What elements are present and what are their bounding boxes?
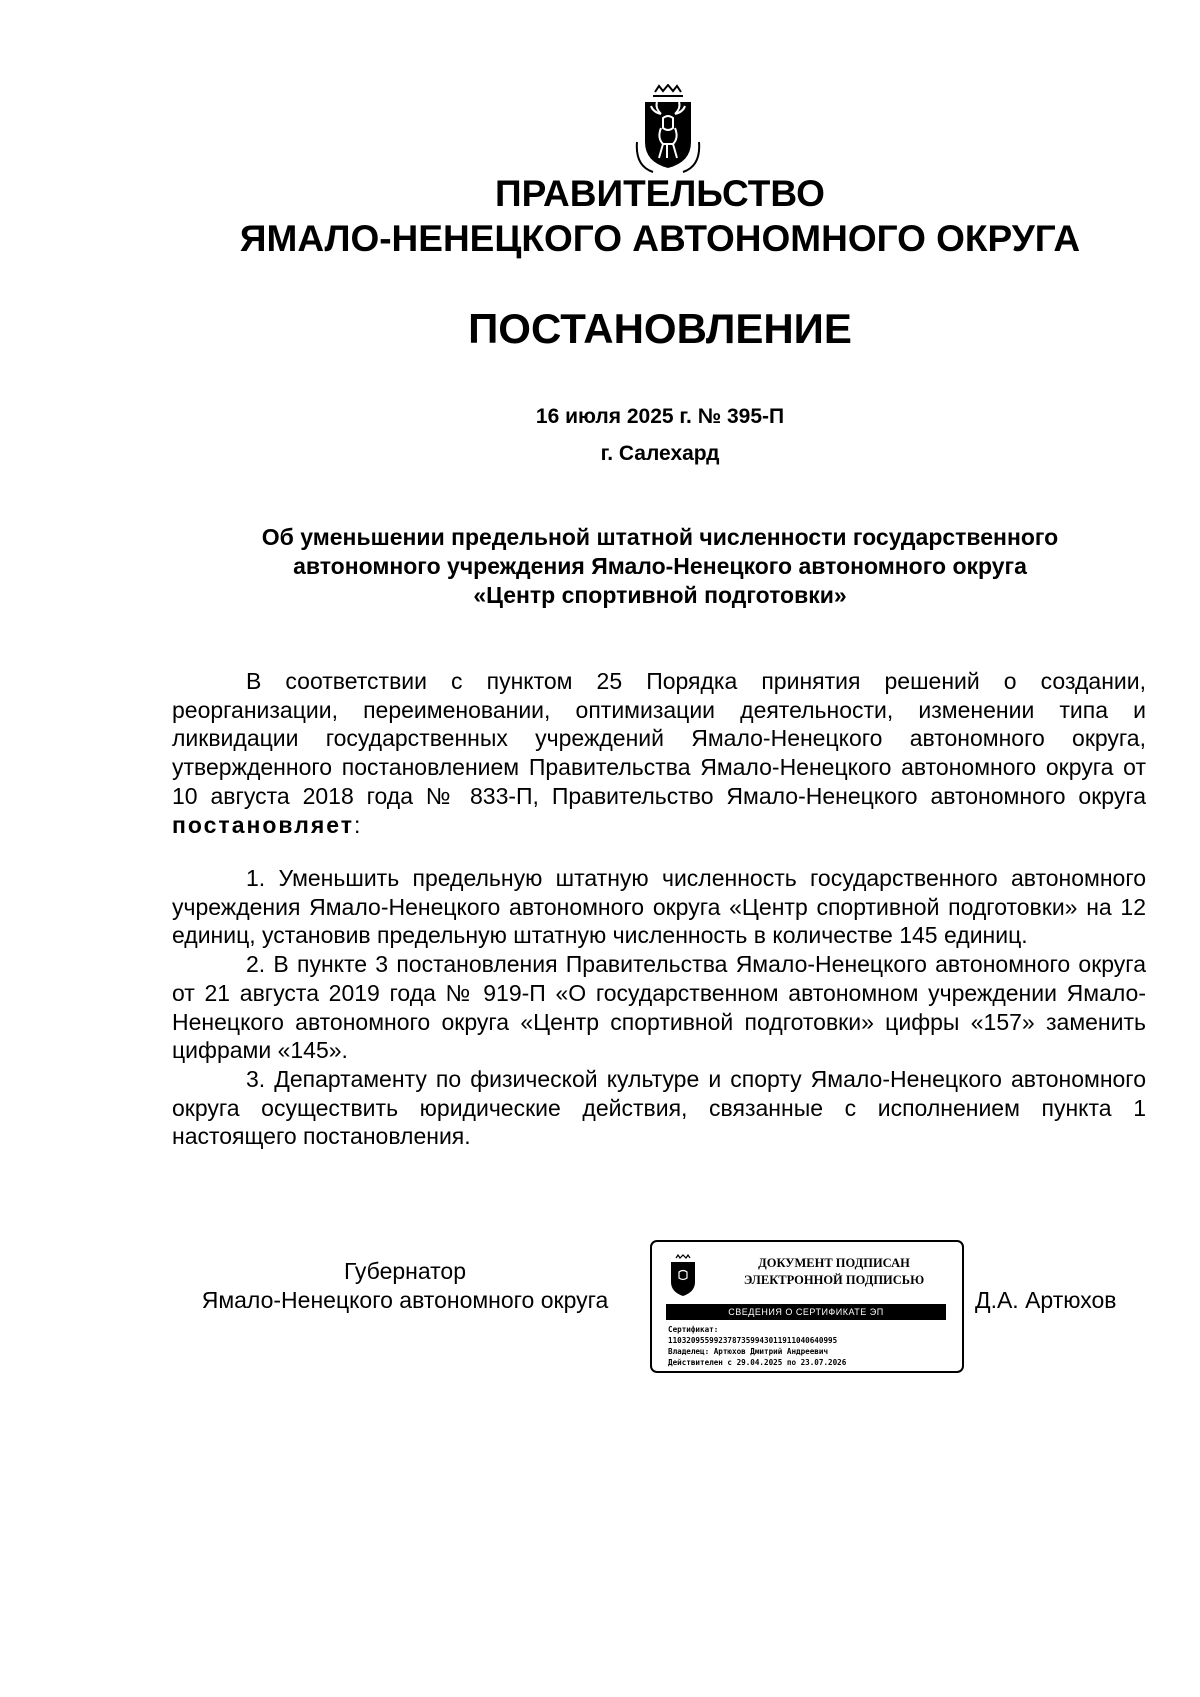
government-title-line2: ЯМАЛО-НЕНЕЦКОГО АВТОНОМНОГО ОКРУГА (239, 218, 1081, 259)
document-subject (170, 523, 1150, 610)
certificate-label: Сертификат: (668, 1325, 719, 1334)
stamp-certificate-info (668, 1324, 846, 1368)
city: г. Салехард (600, 442, 720, 465)
certificate-validity: Действителен с 29.04.2025 по 23.07.2026 (668, 1358, 847, 1367)
coat-of-arms-icon (633, 84, 703, 176)
date-number: 16 июля 2025 г. № 395-П (535, 405, 785, 428)
signatory-title-line: Губернатор (343, 1258, 467, 1284)
subject-line: «Центр спортивной подготовки» (473, 582, 847, 608)
certificate-number: 1103209559923787359943011911040640995 (668, 1336, 838, 1345)
government-title-line1: ПРАВИТЕЛЬСТВО (495, 173, 825, 214)
preamble-end: : (354, 811, 361, 838)
decree-items (172, 864, 1146, 1151)
document-kind: ПОСТАНОВЛЕНИЕ (468, 305, 852, 352)
preamble (172, 667, 1146, 839)
subject-line: автономного учреждения Ямало-Ненецкого автономного округа (293, 553, 1027, 579)
decree-item: 2. В пункте 3 постановления Правительства Ямало-Ненецкого автономного округа от 21 августа 2019 года № 919-П «О государственном автономном учреждении Ямало-Ненецкого автономного округа «Центр спортивной подготовки» цифры «157» заменить цифрами «145». (172, 951, 1146, 1064)
subject-line: Об уменьшении предельной штатной численности государственного (261, 524, 1059, 550)
preamble-text: В соответствии с пунктом 25 Порядка принятия решений о создании, реорганизации, переименовании, оптимизации деятельности, изменении типа и ликвидации государственных учреждений Ямало-Ненецкого автономного округа, утвержденного постановлением Правительства Ямало-Ненецкого автономного округа от 10 августа 2018 года № 833-П, Правительство Ямало-Ненецкого автономного округа (172, 668, 1146, 809)
signatory-name: Д.А. Артюхов (975, 1287, 1117, 1313)
decree-item: 1. Уменьшить предельную штатную численность государственного автономного учреждения Ямало-Ненецкого автономного округа «Центр спортивной подготовки» на 12 единиц, установив предельную штатную численность в количестве 145 единиц. (172, 865, 1146, 949)
stamp-heading (714, 1255, 954, 1289)
electronic-signature-stamp (650, 1240, 964, 1373)
signatory-title (160, 1257, 650, 1315)
preamble-emphasis: постановляет (172, 811, 355, 838)
stamp-crest-icon (666, 1254, 700, 1300)
signatory-title-line: Ямало-Ненецкого автономного округа (201, 1287, 609, 1313)
decree-item: 3. Департаменту по физической культуре и спорту Ямало-Ненецкого автономного округа осуществить юридические действия, связанные с исполнением пункта 1 настоящего постановления. (172, 1065, 1146, 1150)
preamble-paragraph (172, 667, 1146, 839)
stamp-heading-line: ЭЛЕКТРОННОЙ ПОДПИСЬЮ (743, 1273, 925, 1287)
certificate-owner: Владелец: Артюхов Дмитрий Андреевич (668, 1347, 829, 1356)
stamp-heading-line: ДОКУМЕНТ ПОДПИСАН (758, 1256, 910, 1270)
stamp-certificate-bar: СВЕДЕНИЯ О СЕРТИФИКАТЕ ЭП (666, 1304, 946, 1320)
